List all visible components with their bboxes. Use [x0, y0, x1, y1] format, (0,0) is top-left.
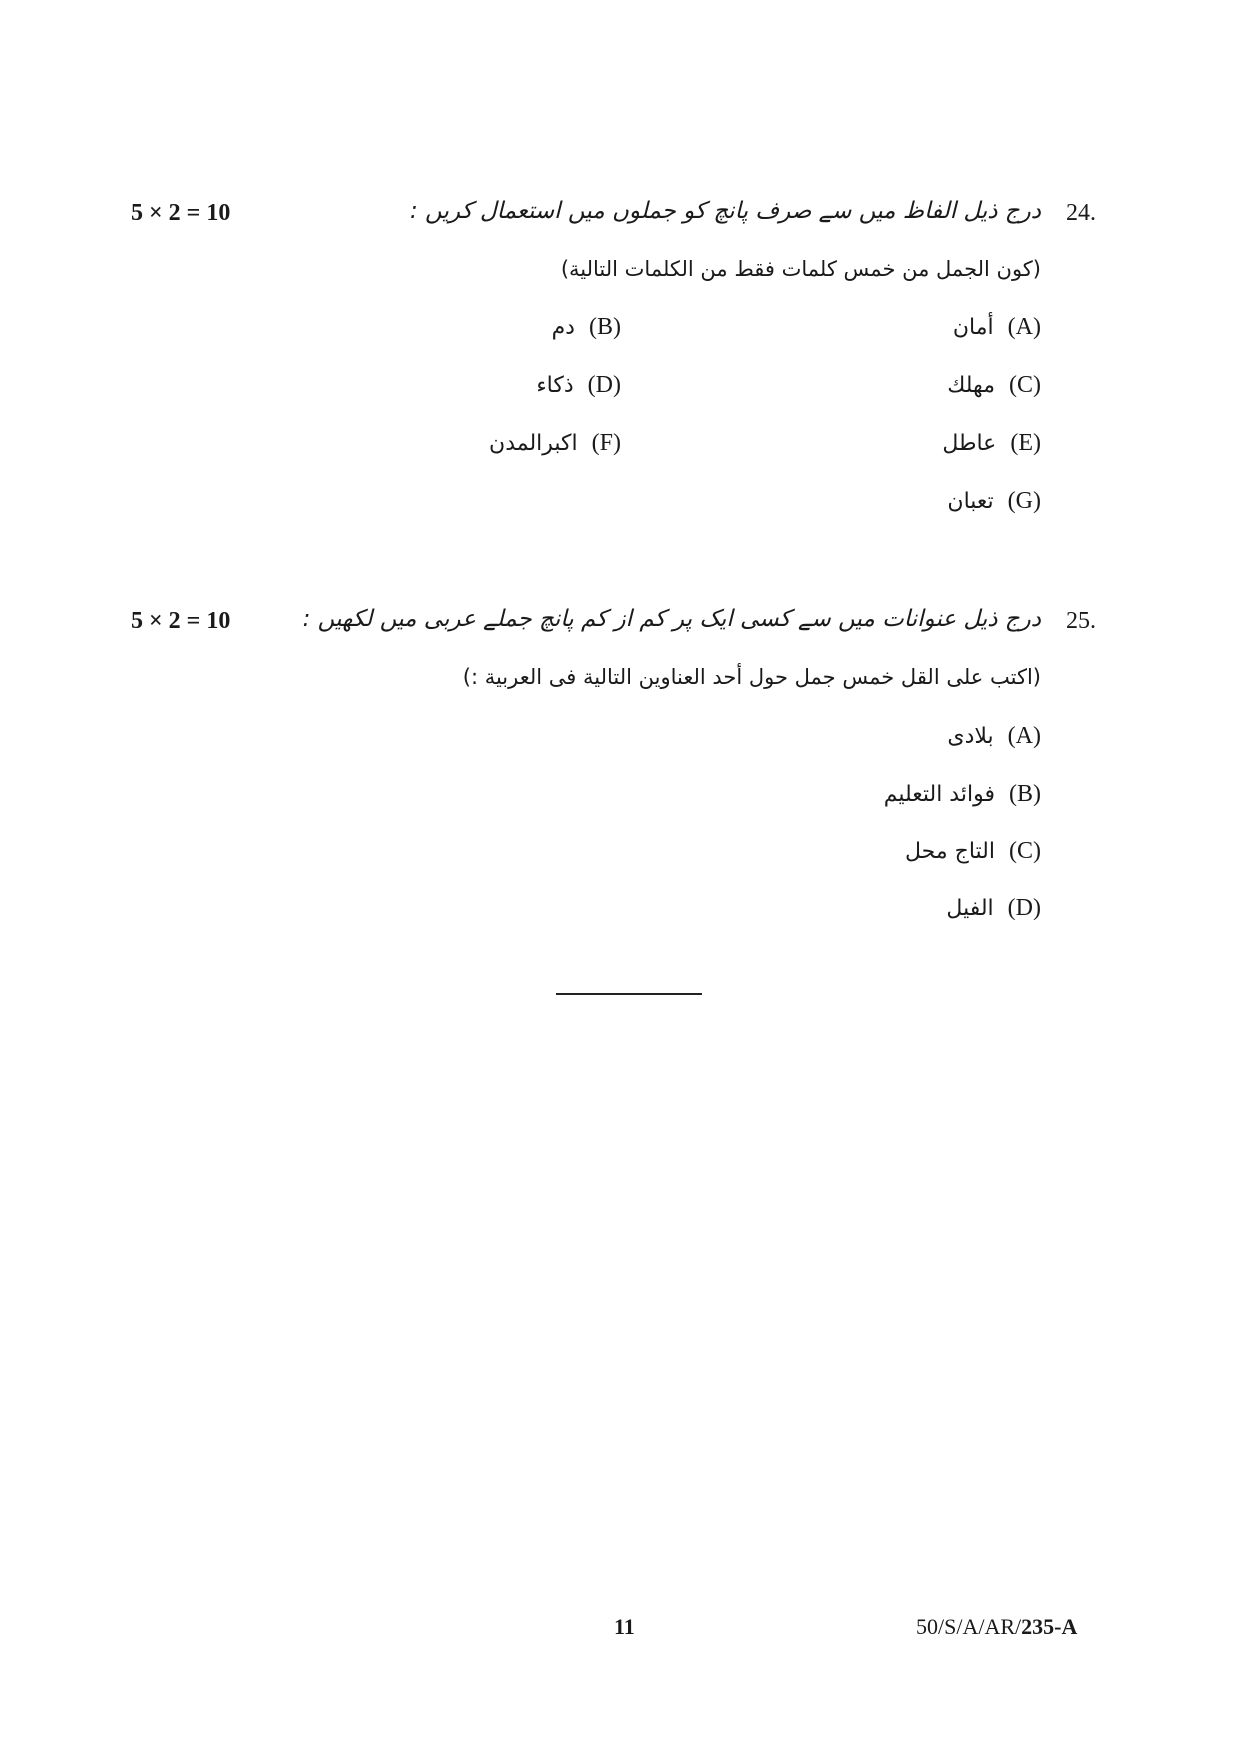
q25-number: 25.: [1066, 608, 1096, 634]
paper-code-prefix: 50/S/A/AR/: [916, 1614, 1022, 1639]
option-letter: (A): [1007, 314, 1041, 340]
option-text: ذكاء: [536, 373, 574, 398]
q24-option-f: [489, 430, 621, 457]
q25-option-c: [905, 838, 1041, 865]
option-text: فوائد التعليم: [883, 782, 995, 807]
option-text: مهلك: [947, 373, 995, 398]
option-letter: (G): [1007, 488, 1041, 514]
q24-option-g: [947, 488, 1041, 515]
q24-option-e: [942, 430, 1041, 457]
q25-option-a: [947, 723, 1041, 750]
q25-marks: 5 × 2 = 10: [131, 608, 231, 634]
q25-instruction-arabic: (اكتب على القل خمس جمل حول أحد العناوين التالية فى العربية :): [462, 665, 1041, 689]
option-letter: (F): [591, 430, 621, 456]
q25-instruction-urdu: درج ذیل عنوانات میں سے کسی ایک پر کم از کم پانچ جملے عربی میں لکھیں :: [302, 606, 1041, 632]
q24-instruction-arabic: (كون الجمل من خمس كلمات فقط من الكلمات التالية): [560, 257, 1041, 281]
option-text: بلادى: [947, 724, 994, 749]
option-letter: (D): [587, 372, 621, 398]
option-text: أمان: [952, 315, 994, 340]
q24-instruction-urdu: درج ذیل الفاظ میں سے صرف پانچ کو جملوں میں استعمال کریں :: [409, 198, 1041, 224]
page-number: 11: [614, 1614, 635, 1639]
paper-code: [916, 1614, 1077, 1640]
option-text: الفيل: [946, 896, 994, 921]
option-text: التاج محل: [904, 839, 995, 864]
option-text: عاطل: [942, 431, 997, 456]
option-letter: (B): [588, 314, 621, 340]
end-rule: [556, 993, 702, 995]
option-text: تعبان: [947, 489, 994, 514]
option-text: دم: [551, 315, 575, 340]
q25-option-b: [884, 781, 1041, 808]
q24-marks: 5 × 2 = 10: [131, 200, 231, 226]
q24-option-a: [953, 314, 1041, 341]
q25-option-d: [946, 895, 1041, 922]
option-letter: (E): [1010, 430, 1041, 456]
option-letter: (B): [1008, 781, 1041, 807]
option-letter: (D): [1007, 895, 1041, 921]
option-letter: (C): [1008, 372, 1041, 398]
option-letter: (A): [1007, 723, 1041, 749]
option-text: اكبرالمدن: [489, 431, 578, 456]
paper-code-suffix: 235-A: [1021, 1614, 1078, 1639]
q24-number: 24.: [1066, 200, 1096, 226]
q24-option-c: [947, 372, 1041, 399]
option-letter: (C): [1008, 838, 1041, 864]
q24-option-b: [552, 314, 621, 341]
q24-option-d: [536, 372, 621, 399]
